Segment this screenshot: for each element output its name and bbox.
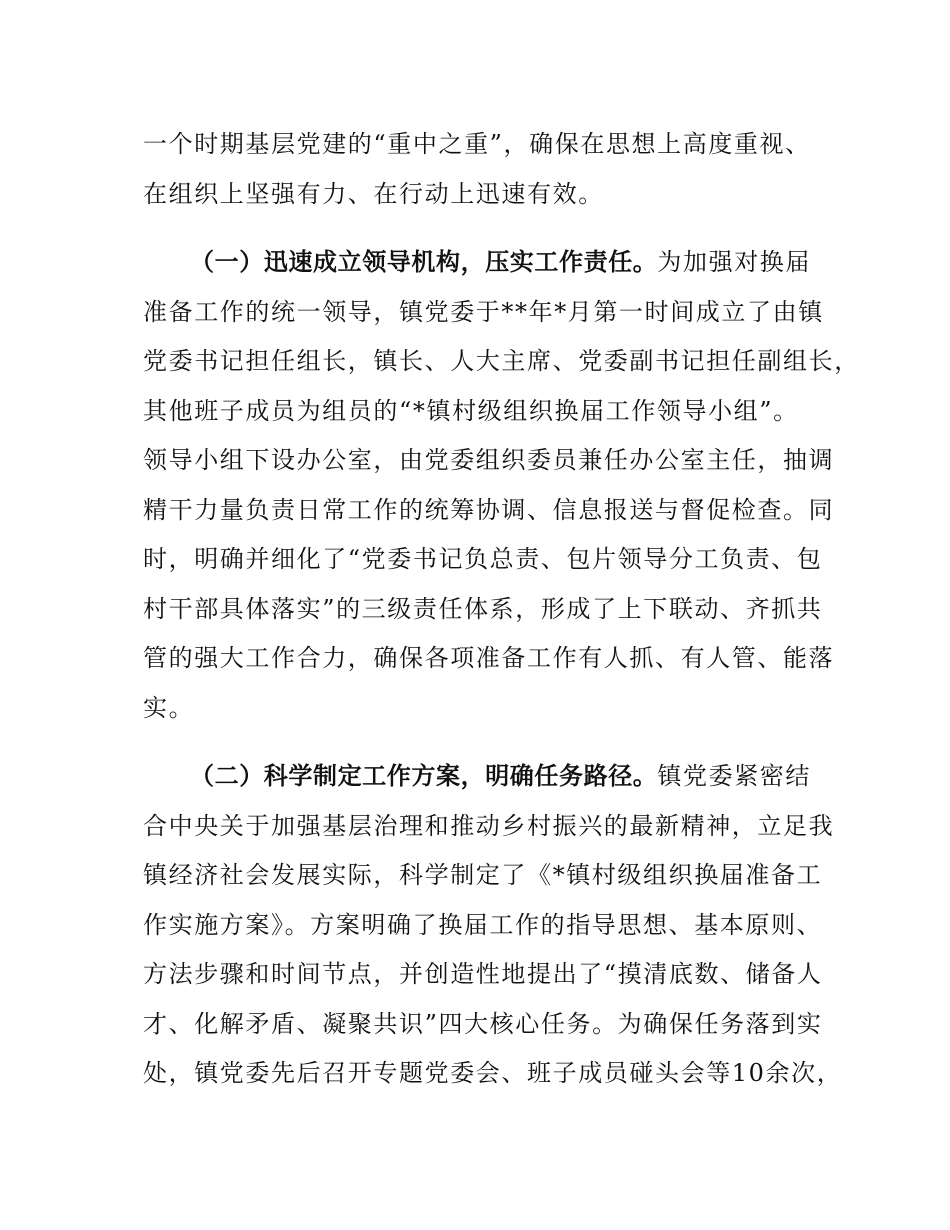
intro-line-1: 一个时期基层党建的“重中之重”，确保在思想上高度重视、 — [143, 130, 811, 158]
section-1-line-5: 领导小组下设办公室，由党委组织委员兼任办公室主任，抽调 — [143, 446, 835, 474]
section-2-line-4: 作实施方案》。方案明确了换届工作的指导思想、基本原则、 — [143, 911, 823, 939]
section-2-first-line — [190, 760, 811, 792]
section-1-line-6: 精干力量负责日常工作的统筹协调、信息报送与督促检查。同 — [143, 496, 835, 524]
section-2-line-7: 处，镇党委先后召开专题党委会、班子成员碰头会等10余次， — [143, 1059, 843, 1087]
intro-line-2: 在组织上坚强有力、在行动上迅速有效。 — [143, 180, 604, 208]
section-2-line-2: 合中央关于加强基层治理和推动乡村振兴的最新精神，立足我 — [143, 812, 835, 840]
section-2-line-6: 才、化解矛盾、凝聚共识”四大核心任务。为确保任务落到实 — [143, 1010, 823, 1038]
section-1-line-10: 实。 — [143, 694, 195, 722]
section-1-line-7: 时，明确并细化了“党委书记负总责、包片领导分工负责、包 — [143, 545, 823, 573]
section-2-heading: （二）科学制定工作方案，明确任务路径。 — [190, 762, 658, 790]
section-2-first-line-text: 镇党委紧密结 — [657, 762, 812, 790]
section-1-first-line-text: 为加强对换届 — [657, 248, 812, 276]
section-1-line-3: 党委书记担任组长，镇长、人大主席、党委副书记担任副组长， — [143, 347, 860, 375]
section-2-line-3: 镇经济社会发展实际，科学制定了《*镇村级组织换届准备工 — [143, 861, 823, 889]
section-1-line-9: 管的强大工作合力，确保各项准备工作有人抓、有人管、能落 — [143, 644, 835, 672]
section-1-line-2: 准备工作的统一领导，镇党委于**年*月第一时间成立了由镇 — [143, 298, 824, 326]
section-1-first-line — [190, 246, 811, 278]
section-1-heading: （一）迅速成立领导机构，压实工作责任。 — [190, 248, 658, 276]
section-2-line-5: 方法步骤和时间节点，并创造性地提出了“摸清底数、储备人 — [143, 960, 823, 988]
section-1-line-4: 其他班子成员为组员的“*镇村级组织换届工作领导小组”。 — [143, 397, 799, 425]
section-1-line-8: 村干部具体落实”的三级责任体系，形成了上下联动、齐抓共 — [143, 595, 823, 623]
